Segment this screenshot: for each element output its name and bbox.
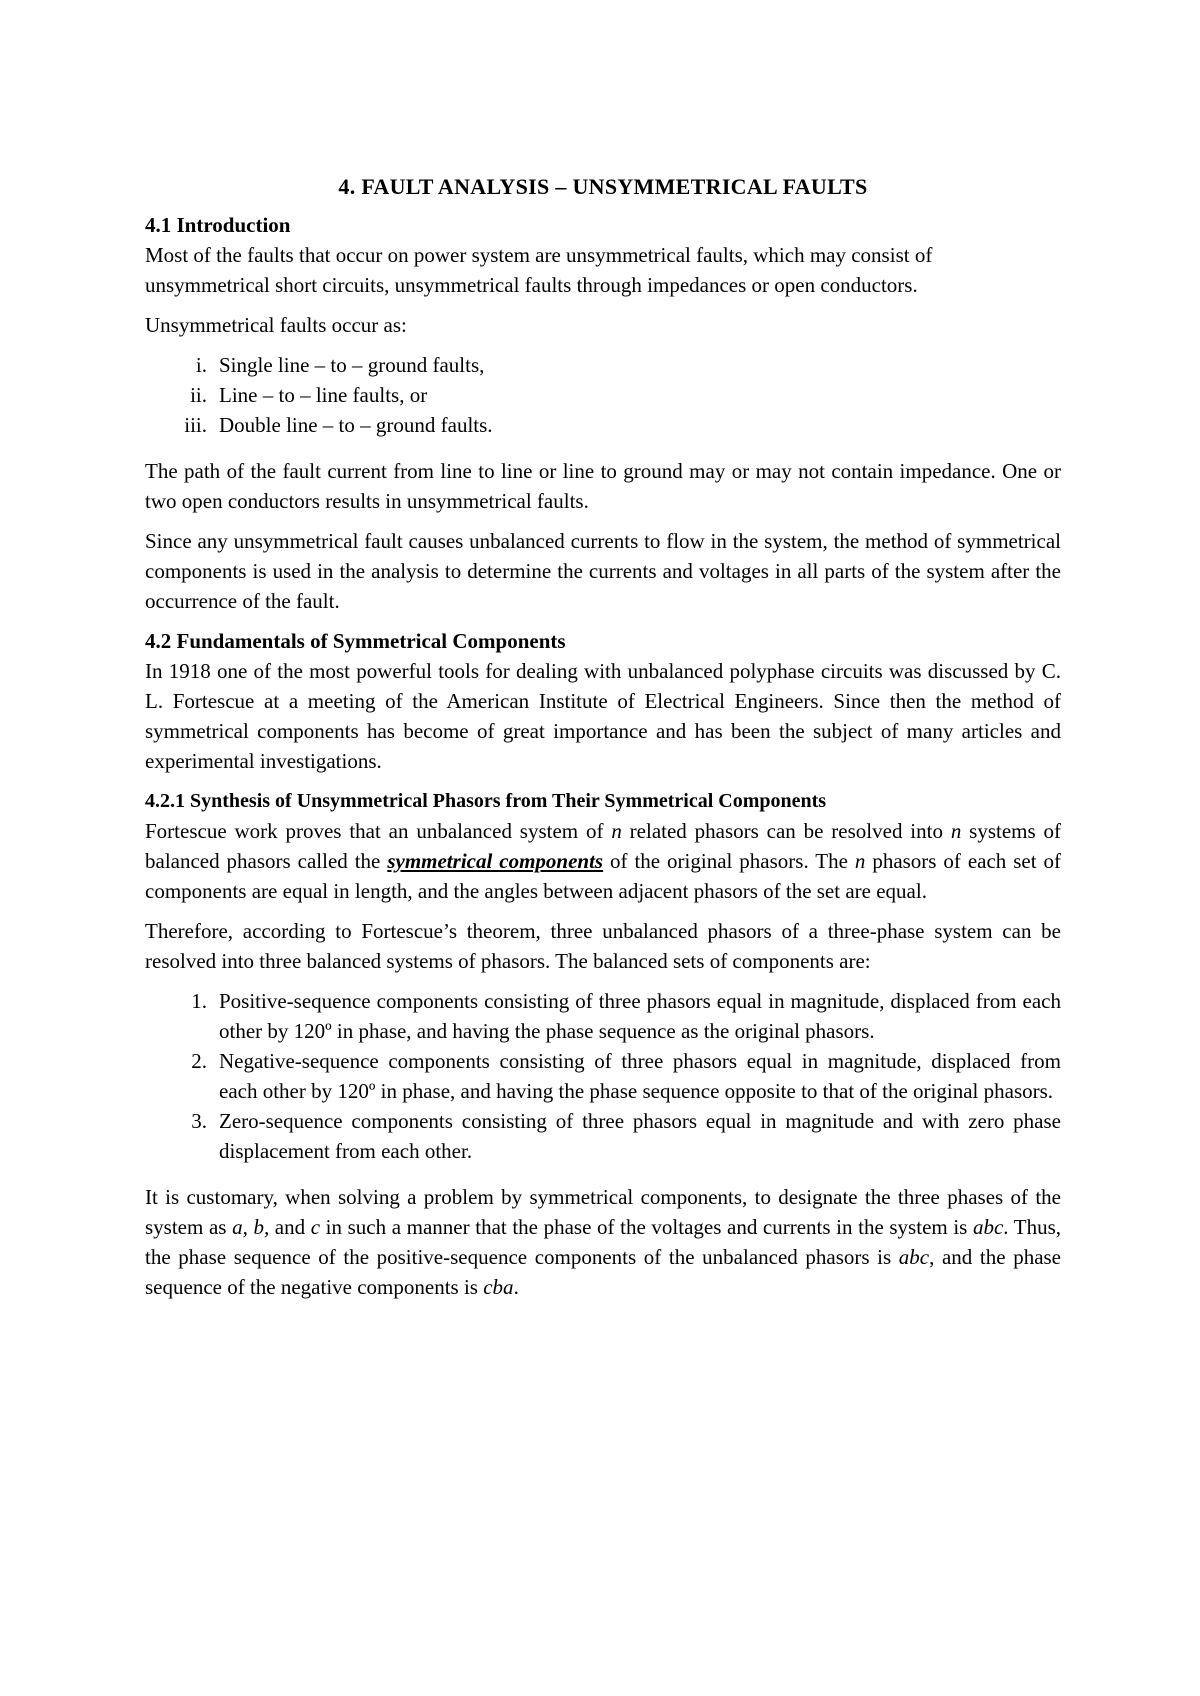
subsection-heading-synthesis: 4.2.1 Synthesis of Unsymmetrical Phasors from Their Symmetrical Components bbox=[145, 790, 827, 812]
fundamentals-paragraph-1: In 1918 one of the most powerful tools for dealing with unbalanced polyphase circuits was discussed by C. L. Fortescue at a meeting of the American Institute of Electrical Engineers. Since then the method of symmetrical components has become of great importance and has been the subject of many articles and experimental investigations. bbox=[145, 659, 1061, 773]
intro-paragraph-4: Since any unsymmetrical fault causes unbalanced currents to flow in the system, the method of symmetrical components is used in the analysis to determine the currents and voltages in all parts of the system after the occurrence of the fault. bbox=[145, 529, 1061, 613]
section-heading-fundamentals: 4.2 Fundamentals of Symmetrical Components bbox=[145, 629, 566, 653]
text-run: phasors of each set of components are equal in length, and the angles between adjacent phasors of the set are equal. bbox=[145, 849, 1061, 903]
text-run: and bbox=[269, 1215, 311, 1239]
text-run: Fortescue work proves that an unbalanced system of bbox=[145, 819, 612, 843]
sequence-abc: abc bbox=[898, 1245, 930, 1269]
list-marker: ii. bbox=[190, 383, 207, 407]
variable-n: n bbox=[854, 849, 866, 873]
variable-b: b, bbox=[253, 1215, 270, 1239]
list-item-text: Negative-sequence components consisting of three phasors equal in magnitude, displaced from each other by 120º in phase, and having the phase sequence opposite to that of the original phasors. bbox=[219, 1049, 1061, 1103]
list-marker: 2. bbox=[191, 1049, 207, 1073]
list-item-text: Double line – to – ground faults. bbox=[219, 413, 493, 437]
list-marker: i. bbox=[195, 353, 207, 377]
variable-n: n bbox=[611, 819, 622, 843]
list-item-text: Line – to – line faults, or bbox=[219, 383, 428, 407]
fault-types-list bbox=[145, 350, 1061, 440]
chapter-title: 4. FAULT ANALYSIS – UNSYMMETRICAL FAULTS bbox=[338, 174, 868, 199]
sequence-abc: abc bbox=[972, 1215, 1004, 1239]
text-run: . bbox=[513, 1275, 519, 1299]
list-item-text: Single line – to – ground faults, bbox=[219, 353, 485, 377]
list-marker: 3. bbox=[191, 1109, 207, 1133]
variable-n: n bbox=[950, 819, 962, 843]
list-item bbox=[145, 380, 1061, 410]
list-marker: 1. bbox=[191, 989, 207, 1013]
document-page bbox=[145, 172, 1061, 1312]
intro-paragraph-2: Unsymmetrical faults occur as: bbox=[145, 313, 407, 337]
intro-paragraph-3: The path of the fault current from line to line or line to ground may or may not contain impedance. One or two open conductors results in unsymmetrical faults. bbox=[145, 459, 1061, 513]
sequence-cba: cba bbox=[483, 1275, 514, 1299]
variable-c: c bbox=[310, 1215, 321, 1239]
intro-paragraph-1: Most of the faults that occur on power system are unsymmetrical faults, which may consist of unsymmetrical short circuits, unsymmetrical faults through impedances or open conductors. bbox=[145, 243, 933, 297]
list-item bbox=[145, 410, 1061, 440]
text-run: It is customary, when solving a problem by symmetrical components, to designate the three phases of the system as bbox=[145, 1185, 1061, 1239]
synthesis-paragraph-2: Therefore, according to Fortescue’s theorem, three unbalanced phasors of a three-phase system can be resolved into three balanced systems of phasors. The balanced sets of components are: bbox=[145, 919, 1061, 973]
synthesis-paragraph-1 bbox=[145, 816, 1061, 906]
list-item bbox=[145, 1046, 1061, 1106]
list-item bbox=[145, 1106, 1061, 1166]
list-item-text: Positive-sequence components consisting of three phasors equal in magnitude, displaced from each other by 120º in phase, and having the phase sequence as the original phasors. bbox=[219, 989, 1061, 1043]
list-item bbox=[145, 986, 1061, 1046]
section-heading-introduction: 4.1 Introduction bbox=[145, 213, 291, 237]
text-run: , and the phase sequence of the negative components is bbox=[145, 1245, 1062, 1299]
variable-a: a, bbox=[232, 1215, 248, 1239]
list-item bbox=[145, 350, 1061, 380]
sequence-components-list bbox=[145, 986, 1061, 1166]
text-run: . Thus, the phase sequence of the positive-sequence components of the unbalanced phasors is bbox=[145, 1215, 1062, 1269]
text-run: systems of balanced phasors called the bbox=[145, 819, 1062, 873]
list-marker: iii. bbox=[184, 413, 207, 437]
key-term: symmetrical components bbox=[387, 849, 604, 873]
text-run: in such a manner that the phase of the voltages and currents in the system is bbox=[320, 1215, 973, 1239]
synthesis-paragraph-3 bbox=[145, 1182, 1061, 1302]
list-item-text: Zero-sequence components consisting of three phasors equal in magnitude and with zero phase displacement from each other. bbox=[219, 1109, 1061, 1163]
text-run: related phasors can be resolved into bbox=[621, 819, 951, 843]
text-run: of the original phasors. The bbox=[603, 849, 855, 873]
